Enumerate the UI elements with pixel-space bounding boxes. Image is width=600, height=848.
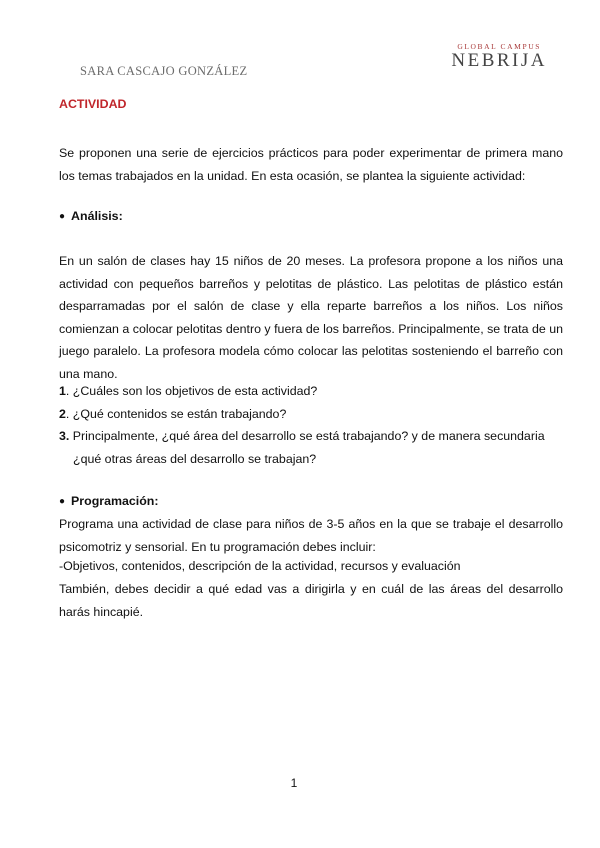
question-text: . ¿Cuáles son los objetivos de esta actividad? [65, 384, 318, 398]
page-number: 1 [290, 776, 298, 790]
bullet-icon: ● [59, 211, 66, 222]
question-number: 2 [59, 407, 66, 421]
programacion-paragraph: Programa una actividad de clase para niños de 3-5 años en la que se trabaje el desarrollo psicomotriz y sensorial. En tu programación debes incluir: [59, 517, 563, 554]
section-title: ACTIVIDAD [59, 97, 127, 111]
question-2 [59, 403, 563, 426]
question-number: 1 [59, 384, 66, 398]
question-number: 3. [59, 429, 70, 443]
question-3 [59, 425, 563, 470]
question-text: . ¿Qué contenidos se están trabajando? [65, 407, 287, 421]
analisis-paragraph: En un salón de clases hay 15 niños de 20 meses. La profesora propone a los niños una actividad con pequeños barreños y pelotitas de plástico. Las pelotitas de plástico están desparramadas por el salón de clase y ella reparte barreños a los niños. Los niños comienzan a colocar pelotitas dentro y fuera de los barreños. Principalmente, se trata de un juego paralelo. La profesora modela cómo colocar las pelotitas sosteniendo el barreño con una mano. [59, 254, 563, 381]
logo-title: NEBRIJA [451, 50, 547, 71]
programacion-heading-text: Programación: [71, 494, 159, 508]
question-text: Principalmente, ¿qué área del desarrollo se está trabajando? y de manera secundaria ¿qué otras áreas del desarrollo se trabajan? [69, 429, 545, 466]
programacion-list-line: -Objetivos, contenidos, descripción de la actividad, recursos y evaluación [59, 559, 461, 573]
analisis-heading-text: Análisis: [71, 209, 123, 223]
analisis-heading [59, 209, 123, 223]
programacion-heading [59, 494, 159, 508]
nebrija-logo [451, 42, 547, 71]
intro-paragraph: Se proponen una serie de ejercicios prácticos para poder experimentar de primera mano los temas trabajados en la unidad. En esta ocasión, se plantea la siguiente actividad: [59, 146, 563, 183]
author-name: SARA CASCAJO GONZÁLEZ [80, 64, 248, 78]
bullet-icon: ● [59, 496, 66, 507]
programacion-closing: También, debes decidir a qué edad vas a dirigirla y en cuál de las áreas del desarrollo harás hincapié. [59, 582, 563, 619]
question-1 [59, 380, 563, 403]
logo-subtitle: GLOBAL CAMPUS [457, 42, 542, 51]
